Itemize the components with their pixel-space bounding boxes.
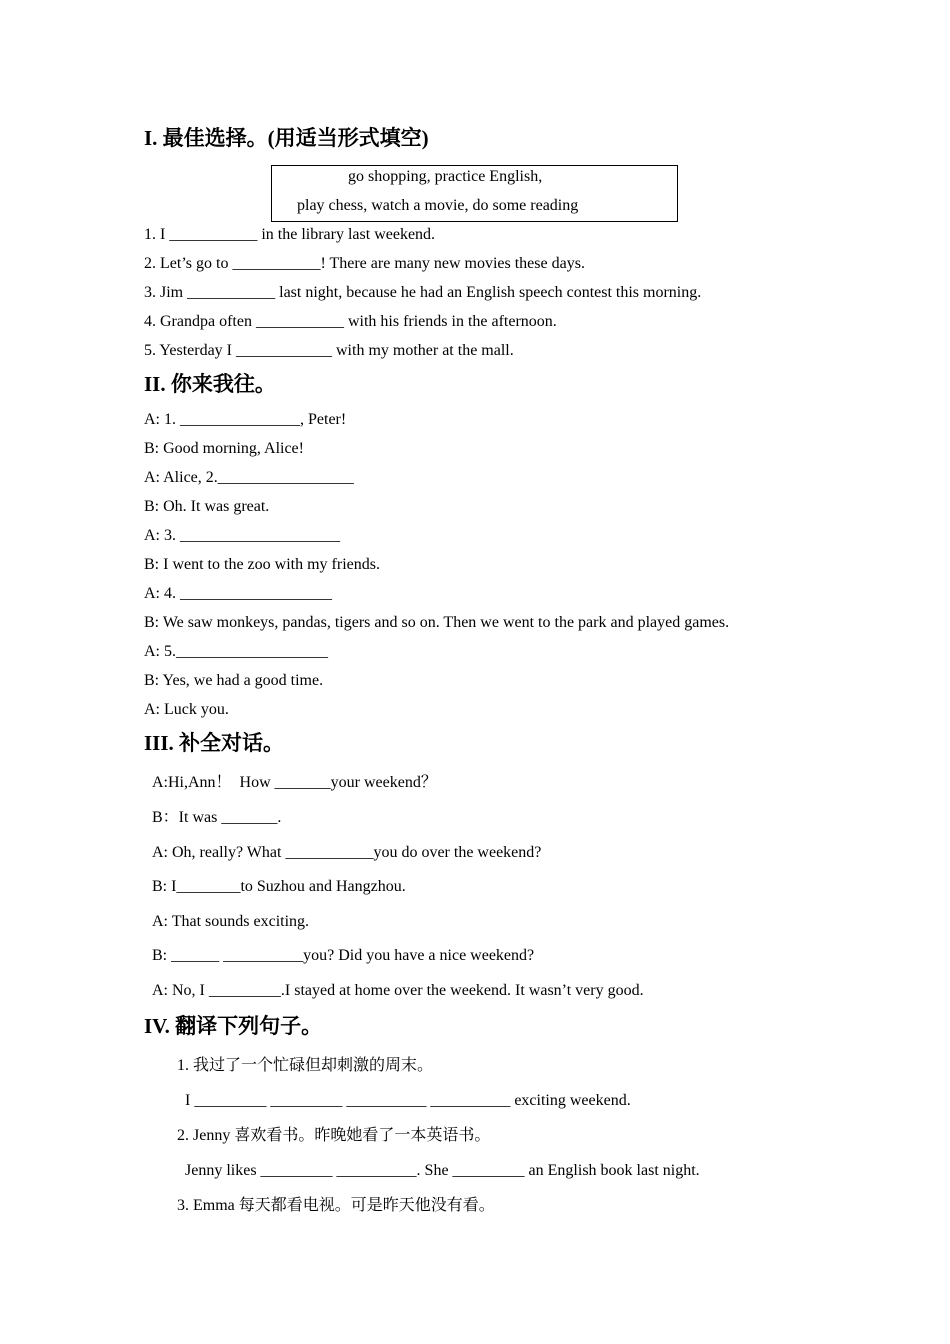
section4-heading: IV. 翻译下列句子。 [144,1014,323,1038]
section3-line-7: A: No, I _________.I stayed at home over the weekend. It wasn’t very good. [152,982,644,999]
section1-item-4: 4. Grandpa often ___________ with his friends in the afternoon. [144,313,557,330]
section2-line-9: A: 5.___________________ [144,643,328,660]
section1-item-5: 5. Yesterday I ____________ with my mother at the mall. [144,342,514,359]
section1-heading: I. 最佳选择。(用适当形式填空) [144,126,429,150]
section3-line-5: A: That sounds exciting. [152,913,310,930]
section3-line-4: B: I________to Suzhou and Hangzhou. [152,878,406,895]
word-bank-line-2: play chess, watch a movie, do some reading [297,197,579,214]
section3-line-6: B: ______ __________you? Did you have a nice weekend? [152,947,535,964]
section3-line-1: A:Hi,Ann！ How _______your weekend？ [152,774,437,791]
section1-item-3: 3. Jim ___________ last night, because he had an English speech contest this morning. [144,284,702,301]
section2-line-3: A: Alice, 2._________________ [144,469,354,486]
section2-line-5: A: 3. ____________________ [144,527,340,544]
section2-line-11: A: Luck you. [144,701,229,718]
section2-heading: II. 你来我往。 [144,372,276,396]
word-bank-line-1: go shopping, practice English, [348,168,543,185]
section4-line-4: Jenny likes _________ __________. She _________ an English book last night. [185,1162,700,1179]
section2-line-2: B: Good morning, Alice! [144,440,304,457]
section3-heading: III. 补全对话。 [144,731,285,755]
section2-line-7: A: 4. ___________________ [144,585,332,602]
section1-item-1: 1. I ___________ in the library last weekend. [144,226,436,243]
section4-line-3: 2. Jenny 喜欢看书。昨晚她看了一本英语书。 [177,1127,491,1144]
section1-item-2: 2. Let’s go to ___________! There are many new movies these days. [144,255,585,272]
section3-line-2: B：It was _______. [152,809,282,826]
section2-line-10: B: Yes, we had a good time. [144,672,324,689]
section4-line-5: 3. Emma 每天都看电视。可是昨天他没有看。 [177,1197,495,1214]
word-bank-box [271,165,678,222]
section2-line-4: B: Oh. It was great. [144,498,270,515]
section2-line-8: B: We saw monkeys, pandas, tigers and so on. Then we went to the park and played games. [144,614,730,631]
section4-line-1: 1. 我过了一个忙碌但却刺激的周末。 [177,1057,434,1074]
section3-line-3: A: Oh, really? What ___________you do over the weekend? [152,844,542,861]
section2-line-6: B: I went to the zoo with my friends. [144,556,380,573]
section2-line-1: A: 1. _______________, Peter! [144,411,347,428]
section4-line-2: I _________ _________ __________ __________ exciting weekend. [185,1092,631,1109]
